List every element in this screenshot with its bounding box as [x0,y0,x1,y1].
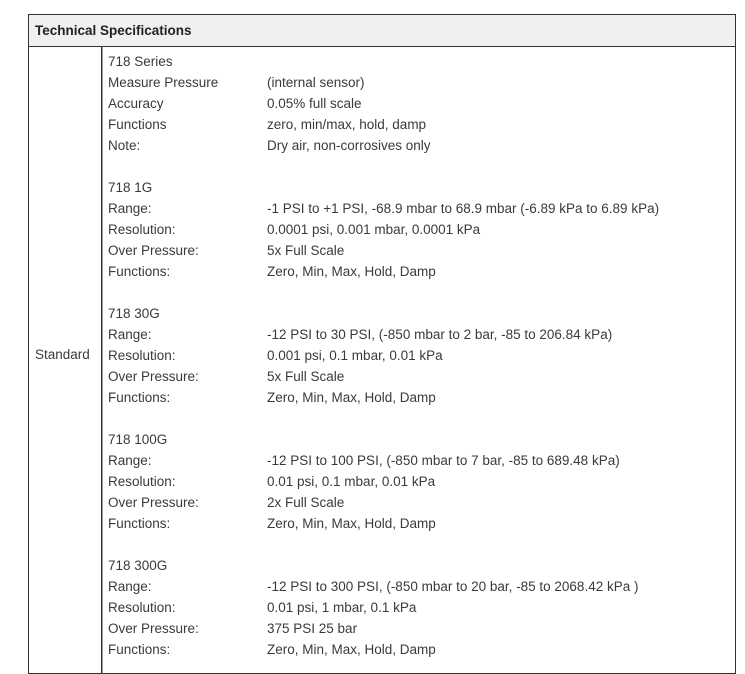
spec-row [108,72,735,93]
category-cell [29,47,102,673]
spec-value: Zero, Min, Max, Hold, Damp [267,516,436,531]
group-title-row [108,177,735,198]
spec-group-718-300g [108,555,735,660]
spec-key: Note: [108,138,141,153]
spec-row [108,219,735,240]
spec-value: (internal sensor) [267,75,365,90]
spec-row [108,93,735,114]
spec-key: Range: [108,201,152,216]
group-title-row [108,429,735,450]
spec-value: 0.0001 psi, 0.001 mbar, 0.0001 kPa [267,222,481,237]
spec-value: zero, min/max, hold, damp [267,117,427,132]
spec-row [108,639,735,660]
spec-value: 0.05% full scale [267,96,362,111]
spec-key: Over Pressure: [108,495,199,510]
spec-value: 0.01 psi, 1 mbar, 0.1 kPa [267,600,417,615]
spec-row [108,513,735,534]
spec-row [108,492,735,513]
category-label: Standard [35,347,90,362]
spec-key: Measure Pressure [108,75,219,90]
spec-key: Functions: [108,642,171,657]
spec-row [108,135,735,156]
spec-value: Zero, Min, Max, Hold, Damp [267,390,436,405]
spec-row [108,618,735,639]
spec-value: Zero, Min, Max, Hold, Damp [267,642,436,657]
spec-row [108,576,735,597]
table-body [29,47,735,673]
spec-key: Functions: [108,516,171,531]
spec-key: Functions: [108,264,171,279]
spec-row [108,345,735,366]
spec-group-718-1g [108,177,735,282]
group-title: 718 100G [108,432,168,447]
spec-row [108,198,735,219]
spec-group-718-series [108,51,735,156]
spec-key: Functions [108,117,167,132]
spec-key: Over Pressure: [108,243,199,258]
spec-value: -12 PSI to 300 PSI, (-850 mbar to 20 bar, -85 to 2068.42 kPa ) [267,579,639,594]
group-title: 718 300G [108,558,168,573]
spec-value: -1 PSI to +1 PSI, -68.9 mbar to 68.9 mbar (-6.89 kPa to 6.89 kPa) [267,201,660,216]
spec-key: Range: [108,327,152,342]
spec-value: 0.001 psi, 0.1 mbar, 0.01 kPa [267,348,443,363]
table-title: Technical Specifications [35,23,192,38]
group-title: 718 1G [108,180,153,195]
group-title-row [108,303,735,324]
spec-group-718-30g [108,303,735,408]
spec-key: Functions: [108,390,171,405]
spec-key: Accuracy [108,96,164,111]
spec-value: Zero, Min, Max, Hold, Damp [267,264,436,279]
spec-key: Resolution: [108,222,176,237]
spec-row [108,114,735,135]
spec-value: 5x Full Scale [267,243,345,258]
spec-value: 5x Full Scale [267,369,345,384]
spec-value: -12 PSI to 100 PSI, (-850 mbar to 7 bar, -85 to 689.48 kPa) [267,453,620,468]
spec-key: Resolution: [108,600,176,615]
spec-row [108,240,735,261]
table-header [29,15,735,47]
group-title-row [108,51,735,72]
details-cell [102,47,735,673]
spec-key: Resolution: [108,474,176,489]
group-title: 718 30G [108,306,160,321]
spec-value: 2x Full Scale [267,495,345,510]
spec-row [108,366,735,387]
spec-row [108,324,735,345]
spec-group-718-100g [108,429,735,534]
group-title: 718 Series [108,54,173,69]
spec-value: Dry air, non-corrosives only [267,138,431,153]
spec-row [108,597,735,618]
spec-value: 0.01 psi, 0.1 mbar, 0.01 kPa [267,474,436,489]
spec-key: Over Pressure: [108,621,199,636]
spec-key: Range: [108,453,152,468]
spec-value: 375 PSI 25 bar [267,621,358,636]
specifications-table [28,14,736,674]
spec-row [108,450,735,471]
spec-key: Resolution: [108,348,176,363]
group-title-row [108,555,735,576]
spec-value: -12 PSI to 30 PSI, (-850 mbar to 2 bar, -85 to 206.84 kPa) [267,327,613,342]
spec-row [108,387,735,408]
spec-row [108,471,735,492]
spec-key: Over Pressure: [108,369,199,384]
spec-row [108,261,735,282]
spec-key: Range: [108,579,152,594]
